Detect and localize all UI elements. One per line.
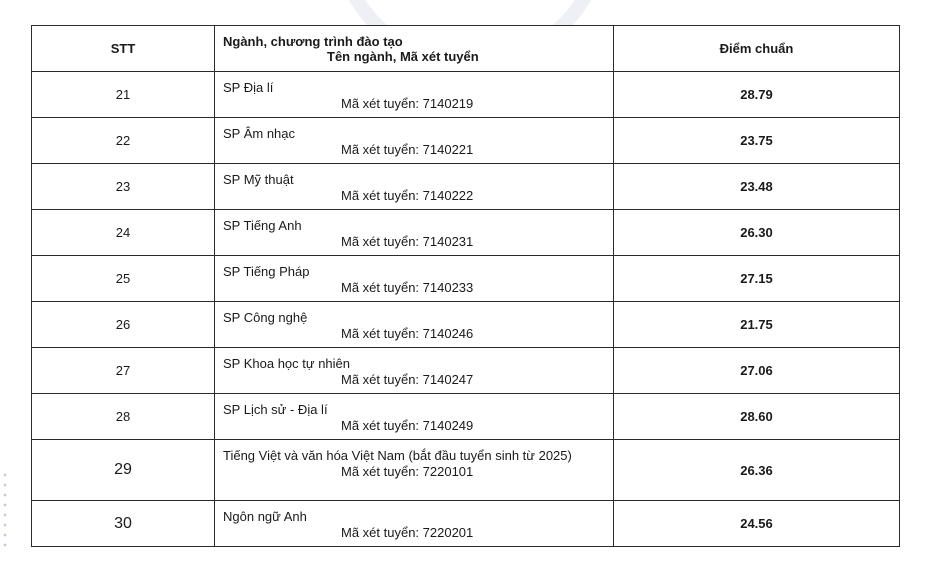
row-major bbox=[215, 256, 614, 302]
row-major bbox=[215, 394, 614, 440]
major-name: SP Tiếng Pháp bbox=[223, 264, 310, 279]
major-code: Mã xét tuyển: 7140221 bbox=[341, 142, 474, 157]
table-row bbox=[32, 118, 900, 164]
table-row bbox=[32, 440, 900, 501]
row-stt: 23 bbox=[32, 164, 215, 210]
major-code: Mã xét tuyển: 7220101 bbox=[341, 464, 474, 479]
row-score: 21.75 bbox=[614, 302, 900, 348]
row-score: 24.56 bbox=[614, 501, 900, 547]
table-header-row bbox=[32, 26, 900, 72]
row-score: 28.79 bbox=[614, 72, 900, 118]
major-name: Tiếng Việt và văn hóa Việt Nam (bắt đầu tuyển sinh từ 2025) bbox=[223, 448, 572, 463]
major-name: SP Âm nhạc bbox=[223, 126, 296, 141]
major-name: SP Mỹ thuật bbox=[223, 172, 294, 187]
row-stt: 21 bbox=[32, 72, 215, 118]
row-major bbox=[215, 302, 614, 348]
table-row bbox=[32, 72, 900, 118]
row-major bbox=[215, 164, 614, 210]
major-code: Mã xét tuyển: 7140249 bbox=[341, 418, 474, 433]
major-code: Mã xét tuyển: 7140219 bbox=[341, 96, 474, 111]
header-stt: STT bbox=[32, 26, 215, 72]
major-code: Mã xét tuyển: 7140231 bbox=[341, 234, 474, 249]
major-name: Ngôn ngữ Anh bbox=[223, 509, 307, 524]
table-row bbox=[32, 394, 900, 440]
major-code: Mã xét tuyển: 7140233 bbox=[341, 280, 474, 295]
header-major-line2: Tên ngành, Mã xét tuyển bbox=[327, 48, 479, 64]
row-stt: 30 bbox=[32, 501, 215, 547]
row-score: 26.30 bbox=[614, 210, 900, 256]
major-name: SP Công nghệ bbox=[223, 310, 308, 325]
major-code: Mã xét tuyển: 7140222 bbox=[341, 188, 474, 203]
header-major bbox=[215, 26, 614, 72]
row-stt: 28 bbox=[32, 394, 215, 440]
major-name: SP Địa lí bbox=[223, 80, 274, 95]
header-score: Điểm chuẩn bbox=[614, 26, 900, 72]
row-major bbox=[215, 348, 614, 394]
row-stt: 25 bbox=[32, 256, 215, 302]
row-major bbox=[215, 210, 614, 256]
row-stt: 24 bbox=[32, 210, 215, 256]
row-score: 26.36 bbox=[614, 440, 900, 501]
admission-score-table bbox=[31, 25, 900, 547]
row-major bbox=[215, 501, 614, 547]
table-row bbox=[32, 302, 900, 348]
row-score: 27.15 bbox=[614, 256, 900, 302]
table-row bbox=[32, 164, 900, 210]
row-stt: 22 bbox=[32, 118, 215, 164]
major-name: SP Tiếng Anh bbox=[223, 218, 302, 233]
major-code: Mã xét tuyển: 7220201 bbox=[341, 525, 474, 540]
row-stt: 29 bbox=[32, 440, 215, 501]
table-row bbox=[32, 501, 900, 547]
row-major bbox=[215, 440, 614, 501]
row-score: 23.48 bbox=[614, 164, 900, 210]
table-row bbox=[32, 348, 900, 394]
row-score: 27.06 bbox=[614, 348, 900, 394]
major-code: Mã xét tuyển: 7140246 bbox=[341, 326, 474, 341]
major-code: Mã xét tuyển: 7140247 bbox=[341, 372, 474, 387]
table-row bbox=[32, 210, 900, 256]
table-row bbox=[32, 256, 900, 302]
background-dots-decoration bbox=[2, 470, 8, 550]
row-score: 28.60 bbox=[614, 394, 900, 440]
major-name: SP Khoa học tự nhiên bbox=[223, 356, 350, 371]
row-major bbox=[215, 118, 614, 164]
row-major bbox=[215, 72, 614, 118]
major-name: SP Lịch sử - Địa lí bbox=[223, 402, 328, 417]
row-stt: 27 bbox=[32, 348, 215, 394]
header-major-line1: Ngành, chương trình đào tạo bbox=[223, 33, 403, 49]
row-stt: 26 bbox=[32, 302, 215, 348]
row-score: 23.75 bbox=[614, 118, 900, 164]
